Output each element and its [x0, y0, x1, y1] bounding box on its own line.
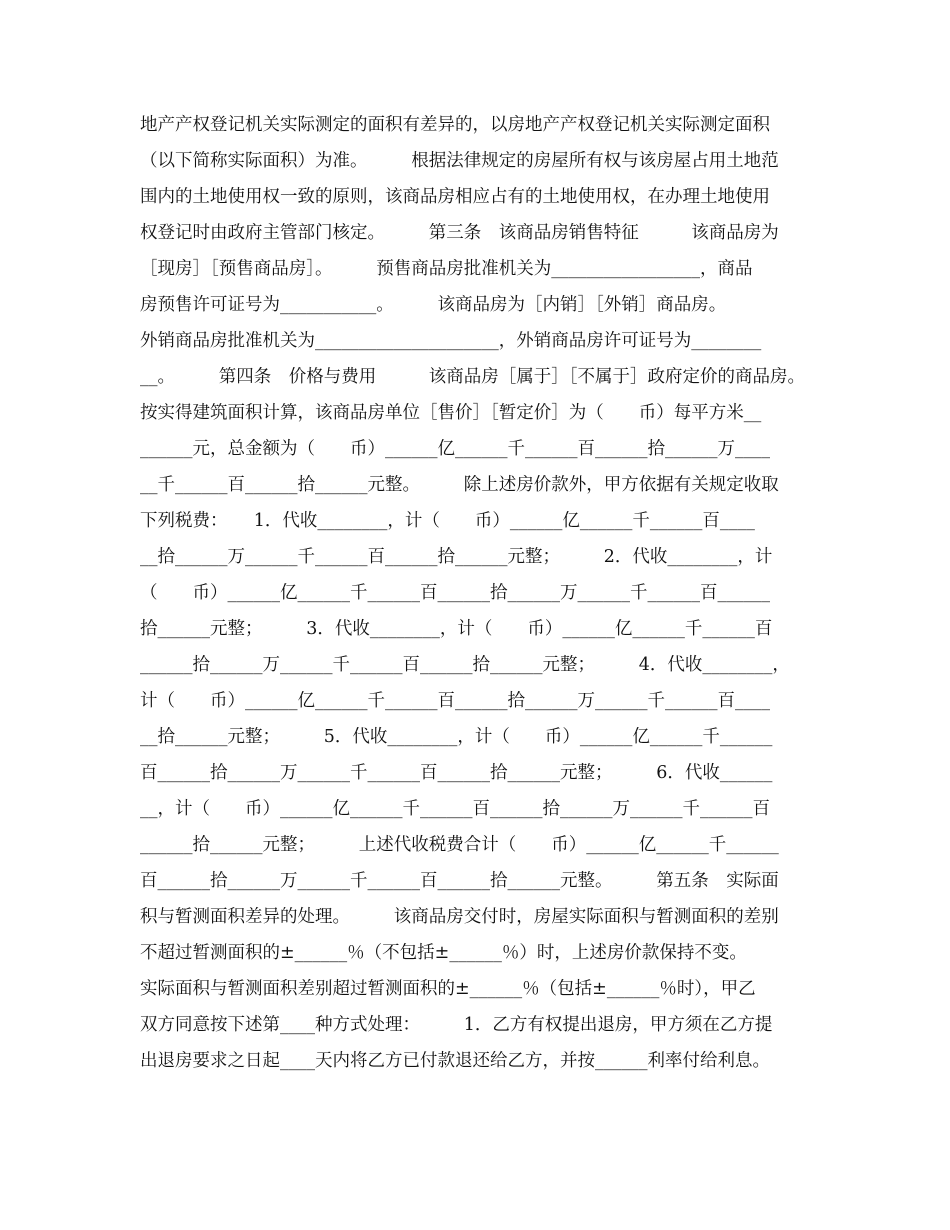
text-line: ______拾______元整； 上述代收税费合计（ 币）______亿______千______	[140, 835, 779, 855]
text-line: （ 币）______亿______千______百______拾______万______千______百______	[140, 583, 770, 603]
text-line: 权登记时由政府主管部门核定。 第三条 该商品房销售特征 该商品房为	[140, 223, 779, 243]
text-line: ［现房］［预售商品房］。 预售商品房批准机关为_________________，商品	[140, 259, 753, 279]
text-line: 计（ 币）______亿______千______百______拾______万______千______百____	[140, 691, 770, 711]
text-line: ______拾______万______千______百______拾______元整； 4．代收________，	[140, 655, 790, 675]
text-line: ______元，总金额为（ 币）______亿______千______百______拾______万____	[140, 439, 770, 459]
text-line: 围内的土地使用权一致的原则，该商品房相应占有的土地使用权，在办理土地使用	[140, 187, 770, 207]
text-line: __。 第四条 价格与费用 该商品房［属于］［不属于］政府定价的商品房。	[140, 367, 805, 387]
text-line: 地产产权登记机关实际测定的面积有差异的，以房地产产权登记机关实际测定面积	[140, 115, 770, 135]
text-line: __拾______万______千______百______拾______元整； 2．代收________，计	[140, 547, 773, 567]
text-line: 不超过暂测面积的±______％（不包括±______％）时，上述房价款保持不变。	[140, 943, 747, 963]
text-line: __千______百______拾______元整。 除上述房价款外，甲方依据有关规定收取	[140, 475, 779, 495]
text-line: __，计（ 币）______亿______千______百______拾______万______千______百	[140, 799, 770, 819]
text-line: 出退房要求之日起____天内将乙方已付款退还给乙方，并按______利率付给利息。	[140, 1051, 770, 1071]
text-line: 房预售许可证号为___________。 该商品房为［内销］［外销］商品房。	[140, 295, 727, 315]
text-line: 双方同意按下述第____种方式处理： 1．乙方有权提出退房，甲方须在乙方提	[140, 1015, 773, 1035]
text-line: __拾______元整； 5．代收________，计（ 币）______亿______千______	[140, 727, 773, 747]
text-line: 下列税费： 1．代收________，计（ 币）______亿______千______百____	[140, 511, 755, 531]
text-line: 按实得建筑面积计算，该商品房单位［售价］［暂定价］为（ 币）每平方米__	[140, 403, 762, 423]
text-line: 积与暂测面积差异的处理。 该商品房交付时，房屋实际面积与暂测面积的差别	[140, 907, 779, 927]
text-line: 外销商品房批准机关为_____________________，外销商品房许可证号为________	[140, 331, 762, 351]
text-line: 拾______元整； 3．代收________，计（ 币）______亿______千______百	[140, 619, 773, 639]
text-line: 实际面积与暂测面积差别超过暂测面积的±______％（包括±______％时），甲乙	[140, 979, 756, 999]
text-line: 百______拾______万______千______百______拾______元整； 6．代收______	[140, 763, 773, 783]
text-line: 百______拾______万______千______百______拾______元整。 第五条 实际面	[140, 871, 779, 891]
text-line: （以下简称实际面积）为准。 根据法律规定的房屋所有权与该房屋占用土地范	[140, 151, 779, 171]
